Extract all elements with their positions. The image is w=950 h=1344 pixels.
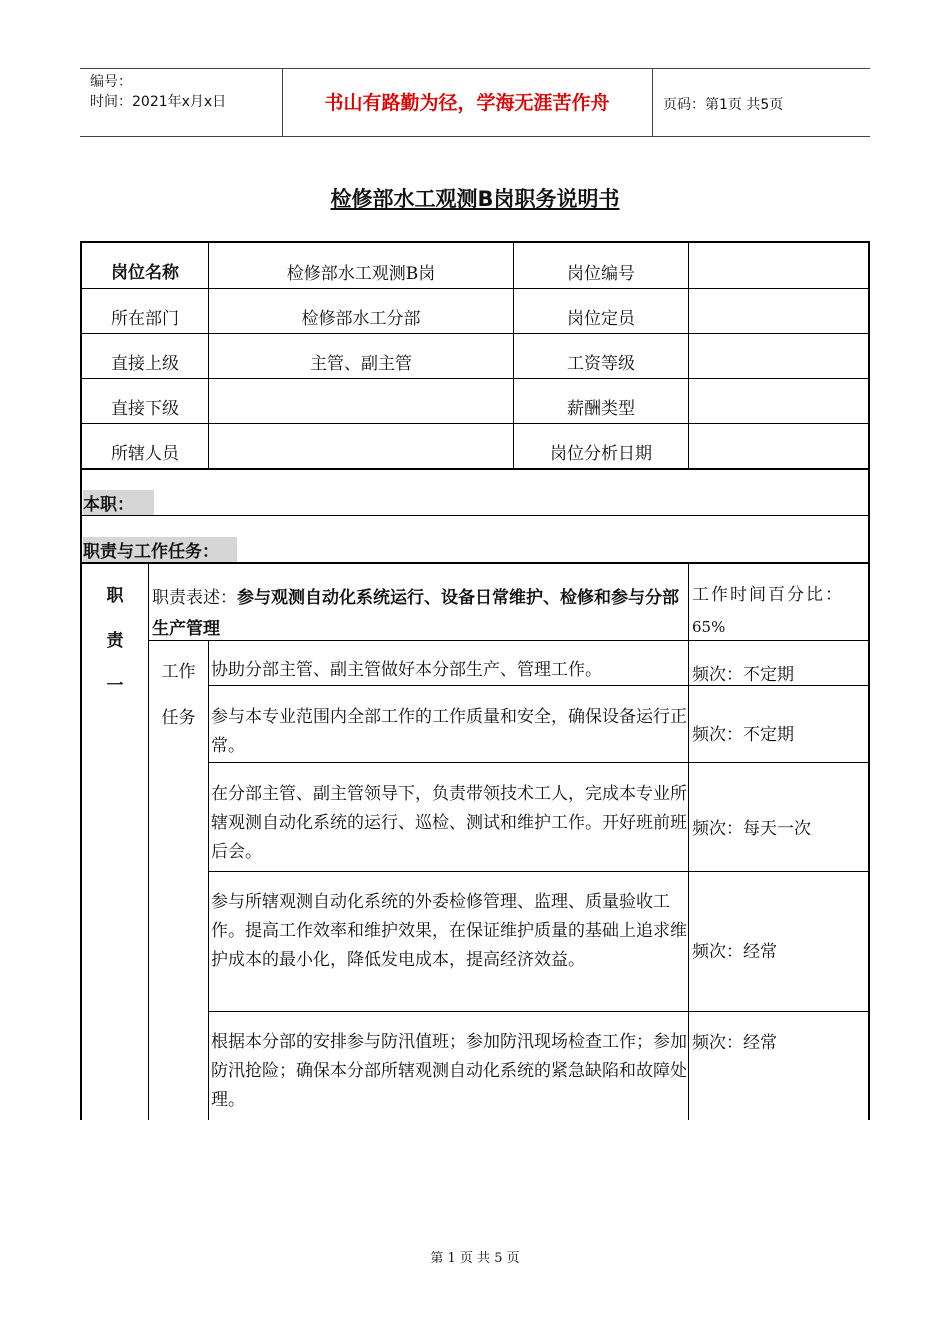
document-title: 检修部水工观测B岗职务说明书 — [330, 187, 620, 211]
duty-statement-prefix: 职责表述： — [152, 588, 237, 608]
info-value-superior: 主管、副主管 — [310, 354, 412, 374]
task-frequency: 频次：经常 — [692, 1033, 777, 1053]
page-indicator: 页码：第1页 共5页 — [663, 97, 784, 113]
task-item: 参与所辖观测自动化系统的外委检修管理、监理、质量验收工作。提高工作效率和维护效果，在保证维护质量的基础上追求维护成本的最小化，降低发电成本，提高经济效益。 — [211, 892, 687, 970]
duty-label-char: 职 — [106, 586, 124, 606]
task-label-col-line — [208, 640, 209, 1120]
freq-col-line — [688, 562, 689, 1120]
info-col-line — [688, 241, 689, 468]
info-row-line — [80, 423, 870, 424]
info-bottom-line — [80, 468, 870, 470]
info-label-analysis-date: 岗位分析日期 — [550, 444, 652, 464]
duty-label-col-line — [148, 562, 149, 1120]
duty-label-char: 一 — [106, 676, 124, 696]
task-frequency: 频次：经常 — [692, 942, 777, 962]
info-label-staff: 所辖人员 — [111, 444, 179, 464]
task-item: 参与本专业范围内全部工作的工作质量和安全，确保设备运行正常。 — [211, 707, 687, 756]
document-number-label: 编号： — [90, 74, 132, 90]
table-right-border — [868, 241, 870, 1120]
table-top-border — [80, 241, 870, 243]
info-row-line — [80, 378, 870, 379]
task-item: 在分部主管、副主管领导下，负责带领技术工人，完成本专业所辖观测自动化系统的运行、巡检、测试和维护工作。开好班前班后会。 — [211, 784, 687, 862]
duty-label-char: 责 — [106, 631, 124, 651]
work-time-percent-label: 工作时间百分比： — [692, 585, 844, 605]
info-label-position-code: 岗位编号 — [567, 264, 635, 284]
header-motto: 书山有路勤为径，学海无涯苦作舟 — [324, 92, 610, 114]
header-top-rule — [80, 68, 870, 69]
task-label-char: 工作 — [161, 662, 196, 682]
task-frequency: 频次：每天一次 — [692, 819, 811, 839]
task-label-char: 任务 — [161, 708, 196, 728]
info-label-position-name: 岗位名称 — [111, 263, 179, 283]
duty-statement — [152, 583, 686, 645]
task-frequency: 频次：不定期 — [692, 725, 794, 745]
info-row-line — [80, 288, 870, 289]
task-item: 根据本分部的安排参与防汛值班；参加防汛现场检查工作；参加防汛抢险；确保本分部所辖观测自动化系统的紧急缺陷和故障处理。 — [211, 1032, 687, 1110]
info-label-headcount: 岗位定员 — [567, 309, 635, 329]
duty-statement-text: 参与观测自动化系统运行、设备日常维护、检修和参与分部生产管理 — [152, 588, 679, 639]
info-label-department: 所在部门 — [111, 309, 179, 329]
task-row-line — [208, 1011, 870, 1012]
section-duties: 职责与工作任务： — [83, 537, 237, 562]
info-value-position-name: 检修部水工观测B岗 — [286, 264, 436, 284]
task-frequency: 频次：不定期 — [692, 665, 794, 685]
info-row-line — [80, 333, 870, 334]
header-divider-right — [652, 68, 653, 136]
duties-bottom-line — [80, 562, 870, 564]
info-label-subordinate: 直接下级 — [111, 399, 179, 419]
section-benzhi: 本职： — [83, 490, 154, 515]
task-row-line — [208, 871, 870, 872]
info-label-superior: 直接上级 — [111, 354, 179, 374]
info-value-department: 检修部水工分部 — [301, 309, 421, 329]
task-row-line — [208, 762, 870, 763]
info-label-wage-grade: 工资等级 — [567, 354, 635, 374]
task-item: 协助分部主管、副主管做好本分部生产、管理工作。 — [211, 660, 602, 680]
info-label-pay-type: 薪酬类型 — [567, 399, 635, 419]
work-time-percent-value: 65% — [692, 618, 726, 636]
task-row-line — [208, 685, 870, 686]
page-footer: 第 1 页 共 5 页 — [430, 1251, 520, 1266]
benzhi-bottom-line — [80, 515, 870, 516]
document-date: 时间：2021年x月x日 — [90, 94, 227, 110]
header-bottom-rule — [80, 136, 870, 137]
